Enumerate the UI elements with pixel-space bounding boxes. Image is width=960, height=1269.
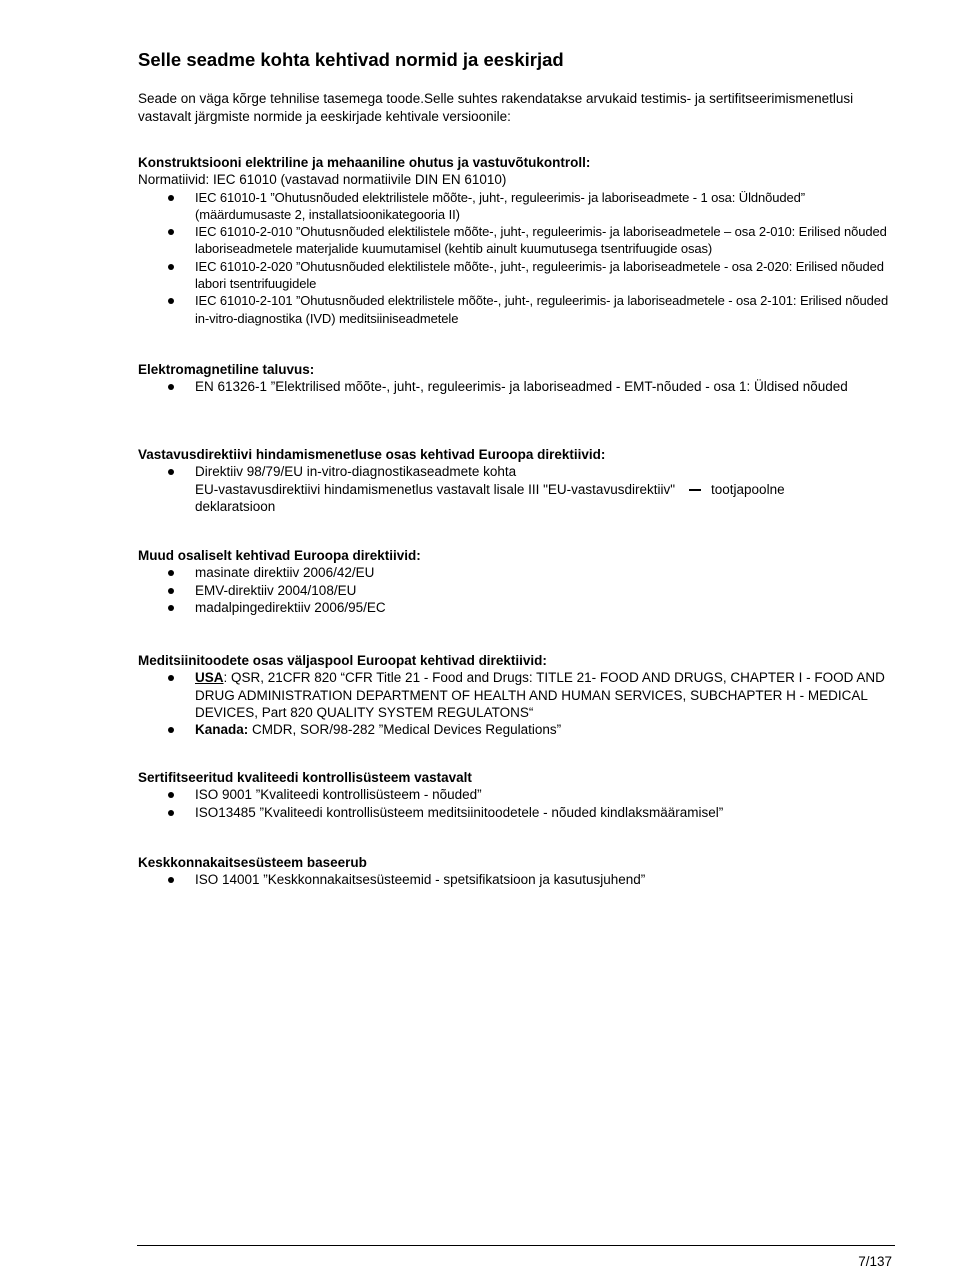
list-item: masinate direktiiv 2006/42/EU: [138, 564, 898, 581]
usa-label: USA: [195, 670, 224, 686]
standards-list: [138, 786, 898, 821]
directives-list: [138, 669, 898, 738]
bullet-icon: [168, 877, 174, 883]
section-other-directives: [138, 547, 898, 616]
section-non-eu-directives: [138, 652, 898, 738]
bullet-icon: [168, 588, 174, 594]
bullet-icon: [168, 298, 174, 304]
standards-list: [138, 871, 898, 888]
bullet-icon: [168, 727, 174, 733]
intro-paragraph: Seade on väga kõrge tehnilise tasemega toode.Selle suhtes rakendatakse arvukaid testimis- ja sertifitseerimismenetlusi vastavalt järgmiste normide ja eeskirjade kehtivale versioonile:: [138, 91, 854, 124]
section-emc: [138, 361, 898, 396]
section-title: Vastavusdirektiivi hindamismenetluse osas kehtivad Euroopa direktiivid:: [138, 447, 606, 462]
section-eu-conformity: [138, 446, 898, 515]
footer-divider: [137, 1245, 895, 1246]
dash-icon: [689, 489, 701, 491]
canada-label: Kanada:: [195, 722, 249, 738]
bullet-icon: [168, 605, 174, 611]
bullet-icon: [168, 810, 174, 816]
bullet-icon: [168, 384, 174, 390]
list-item: ISO13485 ”Kvaliteedi kontrollisüsteem meditsiinitoodetele - nõuded kindlaksmääramisel”: [138, 804, 898, 821]
section-title: Sertifitseeritud kvaliteedi kontrollisüsteem vastavalt: [138, 770, 472, 785]
directives-list: [138, 463, 898, 480]
page-number: 7/137: [858, 1254, 892, 1269]
list-item: ISO 9001 ”Kvaliteedi kontrollisüsteem - nõuded”: [138, 786, 898, 803]
list-item: EN 61326-1 ”Elektrilised mõõte-, juht-, reguleerimis- ja laboriseadmed - EMT-nõuded - osa 1: Üldised nõuded: [138, 378, 898, 395]
list-item-canada: Kanada: CMDR, SOR/98-282 ”Medical Devices Regulations”: [138, 721, 898, 738]
section-electrical-safety: [138, 154, 898, 327]
bullet-icon: [168, 675, 174, 681]
list-item: madalpingedirektiiv 2006/95/EC: [138, 599, 898, 616]
list-item: IEC 61010-2-010 ”Ohutusnõuded elektilistele mõõte-, juht-, reguleerimis- ja laboriseadmetele – osa 2-010: Erilised nõuded laboriseadmetele materjalide kuumutamisel (kehtib ainult kuumutusega tsentrifuugide osas): [138, 223, 898, 258]
page-title: Selle seadme kohta kehtivad normid ja eeskirjad: [138, 49, 564, 70]
list-item: IEC 61010-2-020 ”Ohutusnõuded elektilistele mõõte-, juht-, reguleerimis- ja laboriseadmetele - osa 2-020: Erilised nõuded labori tsentrifuugidele: [138, 258, 898, 293]
section-title: Muud osaliselt kehtivad Euroopa direktiivid:: [138, 548, 421, 563]
standards-list: [138, 378, 898, 395]
conformity-procedure: EU-vastavusdirektiivi hindamismenetlus vastavalt lisale III "EU-vastavusdirektiiv" tootjapoolne: [195, 481, 785, 497]
section-title: Elektromagnetiline taluvus:: [138, 362, 315, 377]
standards-list: [138, 189, 898, 327]
list-item: IEC 61010-2-101 ”Ohutusnõuded elektrilistele mõõte-, juht-, reguleerimis- ja laboriseadmetele - osa 2-101: Erilised nõuded in-vitro-diagnostika (IVD) meditsiiniseadmetele: [138, 292, 898, 327]
bullet-icon: [168, 195, 174, 201]
directives-list: [138, 564, 898, 616]
bullet-icon: [168, 229, 174, 235]
list-item: IEC 61010-1 ”Ohutusnõuded elektrilistele mõõte-, juht-, reguleerimis- ja laboriseadmete - 1 osa: Üldnõuded” (määrdumusaste 2, installatsioonikategooria II): [138, 189, 898, 224]
list-item-usa: USA: QSR, 21CFR 820 “CFR Title 21 - Food and Drugs: TITLE 21- FOOD AND DRUGS, CHAPTER I - FOOD AND DRUG ADMINISTRATION DEPARTMENT OF HEALTH AND HUMAN SERVICES, SUBCHAPTER H - MEDICAL DEVICES, Part 820 QUALITY SYSTEM REGULATONS“: [138, 669, 898, 721]
bullet-icon: [168, 264, 174, 270]
conformity-procedure-cont: deklaratsioon: [195, 498, 276, 514]
section-subtitle: Normatiivid: IEC 61010 (vastavad normatiivile DIN EN 61010): [138, 172, 507, 188]
list-item: EMV-direktiiv 2004/108/EU: [138, 582, 898, 599]
section-quality-system: [138, 769, 898, 821]
list-item: Direktiiv 98/79/EU in-vitro-diagnostikaseadmete kohta: [138, 463, 898, 480]
bullet-icon: [168, 570, 174, 576]
list-item: ISO 14001 ”Keskkonnakaitsesüsteemid - spetsifikatsioon ja kasutusjuhend”: [138, 871, 898, 888]
section-title: Keskkonnakaitsesüsteem baseerub: [138, 855, 367, 870]
bullet-icon: [168, 792, 174, 798]
section-title: Meditsiinitoodete osas väljaspool Euroopat kehtivad direktiivid:: [138, 653, 547, 668]
section-title: Konstruktsiooni elektriline ja mehaaniline ohutus ja vastuvõtukontroll:: [138, 155, 591, 170]
section-environment: [138, 854, 898, 889]
bullet-icon: [168, 469, 174, 475]
